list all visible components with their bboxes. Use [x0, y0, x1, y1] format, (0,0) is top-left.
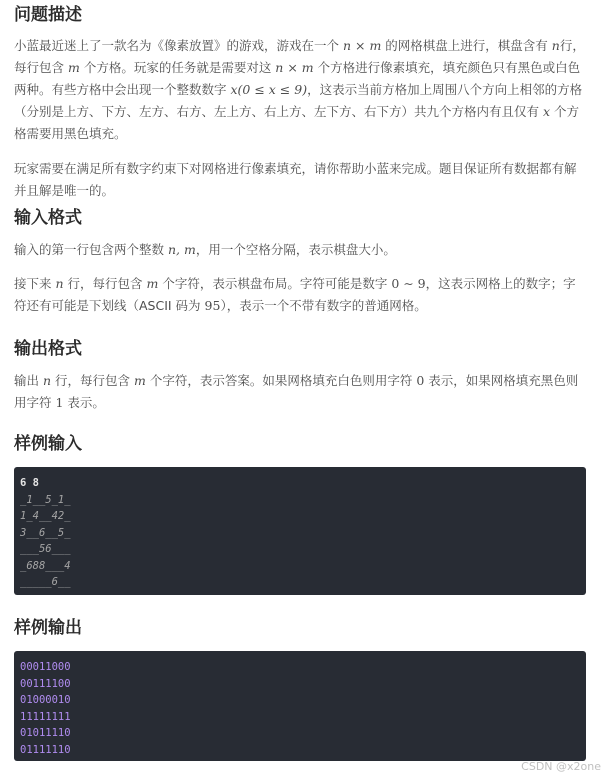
text: 行，每行包含: [14, 38, 585, 75]
input-paragraph-2: [14, 273, 586, 317]
code-line: 01000010: [20, 694, 71, 706]
section-sample-input: [14, 432, 586, 595]
output-paragraph-1: [14, 370, 586, 414]
code-line: 00111100: [20, 677, 71, 690]
math-x: x: [542, 104, 551, 119]
text: 表示，如果网格填充黑色则用字符: [14, 373, 579, 410]
text: 的网格棋盘上进行，棋盘含有: [381, 38, 552, 53]
text: 个方格。玩家的任务就是需要对这: [79, 60, 276, 75]
code-line: 01011110: [20, 727, 71, 739]
text: 个字符，表示棋盘布局。字符可能是数字: [158, 276, 392, 291]
heading-problem: 问题描述: [14, 5, 82, 25]
heading-sample-input: 样例输入: [14, 434, 82, 454]
problem-paragraph-2: 玩家需要在满足所有数字约束下对网格进行像素填充，请你帮助小蓝来完成。题目保证所有数据都有解并且解是唯一的。: [14, 161, 577, 198]
text: 个字符，表示答案。如果网格填充白色则用字符: [145, 373, 417, 388]
math-m: m: [67, 60, 80, 75]
text: 输入的第一行包含两个整数: [14, 242, 168, 257]
code-line: 3__6__5_: [20, 526, 71, 539]
code-line: ___56___: [20, 543, 71, 555]
section-sample-output: [14, 616, 586, 761]
problem-paragraph-1: [14, 35, 586, 145]
section-output-format: [14, 337, 586, 414]
text: ，这表示网格上的数字；字符还有可能是下划线（ASCII 码为: [14, 276, 576, 313]
math-n-m: n, m: [167, 242, 196, 257]
text: 小蓝最近迷上了一款名为《像素放置》的游戏，游戏在一个: [14, 38, 343, 53]
math-zero: 0: [416, 373, 425, 388]
text: ，这表示当前方格加上周围八个方向上相邻的方格（分别是上方、下方、左方、右方、左上方、右上方、左下方、右下方）共九个方格内有且仅有: [14, 82, 583, 119]
math-n: n: [55, 276, 64, 291]
text: 个方格进行像素填充，填充颜色只有黑色或白色两种。有些方格中会出现一个整数数字: [14, 60, 581, 97]
math-x-range: x(0 ≤ x ≤ 9): [230, 82, 308, 97]
text: 行，每行包含: [63, 276, 147, 291]
text: 表示。: [63, 395, 105, 410]
math-digit-range: 0 ∼ 9: [391, 276, 426, 291]
text: ，用一个空格分隔，表示棋盘大小。: [195, 242, 396, 257]
section-problem: [14, 3, 586, 202]
text: 输出: [14, 373, 43, 388]
sample-output-code-block[interactable]: [14, 651, 586, 761]
code-line: _1__5_1_: [20, 493, 71, 506]
code-line: _688___4: [20, 559, 71, 572]
text: 接下来: [14, 276, 56, 291]
heading-output-format: 输出格式: [14, 339, 82, 359]
code-line: _____6__: [20, 576, 71, 588]
math-n: n: [551, 38, 560, 53]
text: 个方格需要用黑色填充。: [14, 104, 580, 141]
code-line: 1_4__42_: [20, 510, 71, 522]
sample-input-code-block[interactable]: [14, 467, 586, 595]
input-paragraph-1: [14, 239, 586, 261]
code-line: 6 8: [20, 477, 39, 489]
math-ascii-95: 95: [204, 298, 221, 313]
math-n-times-m: n × m: [275, 60, 314, 75]
text: ），表示一个不带有数字的普通网格。: [220, 298, 427, 313]
code-line: 11111111: [20, 710, 71, 723]
math-m: m: [134, 373, 146, 388]
math-one: 1: [55, 395, 64, 410]
heading-input-format: 输入格式: [14, 208, 82, 228]
section-input-format: [14, 206, 586, 317]
code-line: 01111110: [20, 743, 71, 756]
math-n-times-m: n × m: [342, 38, 382, 53]
math-n: n: [42, 373, 52, 388]
code-line: 00011000: [20, 661, 71, 673]
watermark: CSDN @x2one: [521, 760, 601, 773]
math-m: m: [146, 276, 159, 291]
heading-sample-output: 样例输出: [14, 618, 82, 638]
text: 行，每行包含: [51, 373, 134, 388]
